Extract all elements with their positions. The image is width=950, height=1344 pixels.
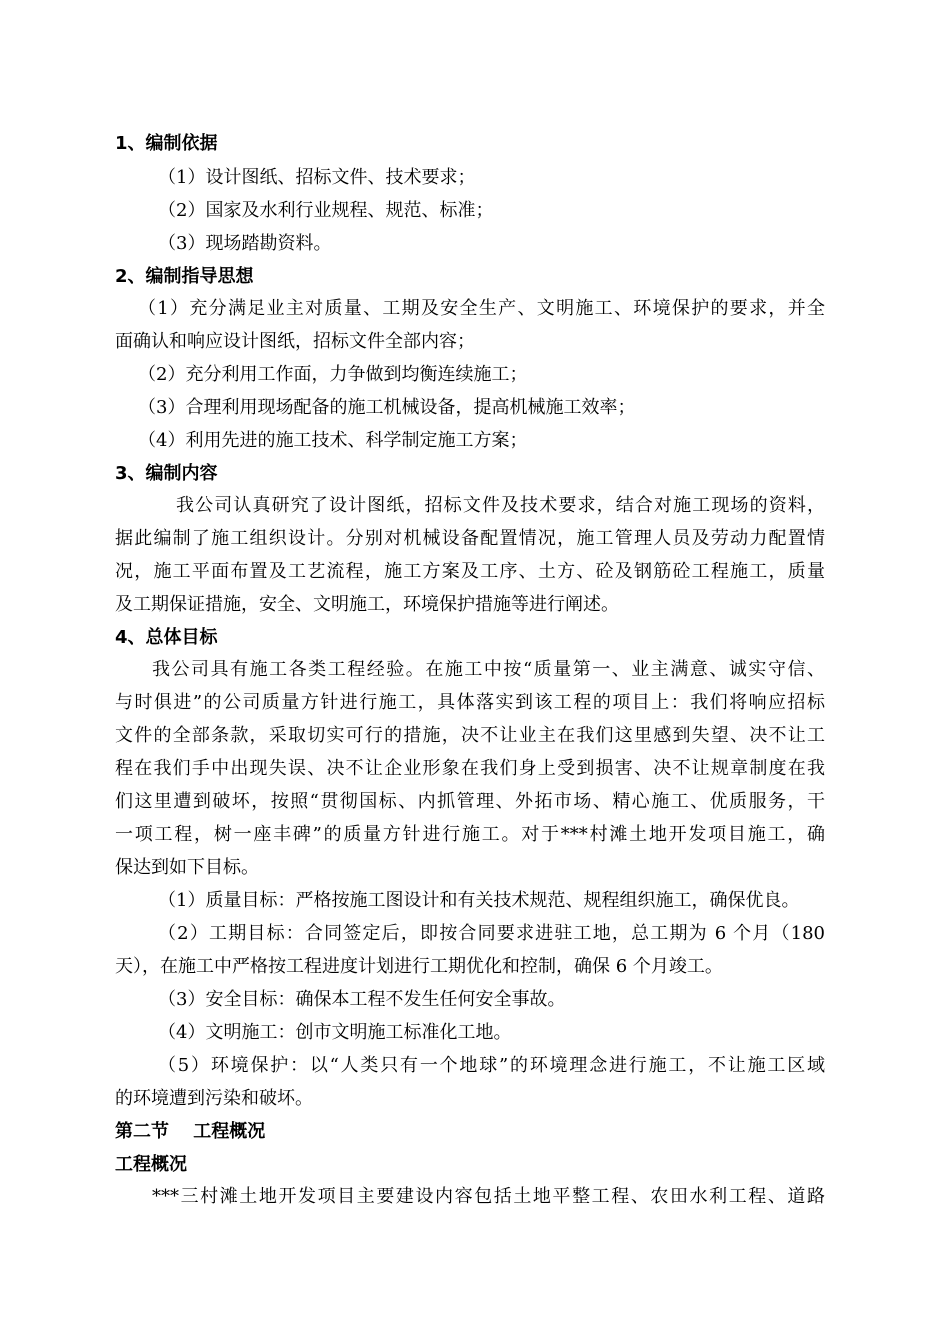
paragraph-line: 况，施工平面布置及工艺流程，施工方案及工序、土方、砼及钢筋砼工程施工，质量 (115, 561, 825, 582)
goal-schedule: （2）工期目标：合同签定后，即按合同要求进驻工地，总工期为 6 个月（180 (158, 923, 825, 944)
paragraph-line: （2）充分利用工作面，力争做到均衡连续施工； (138, 364, 528, 385)
goal-environment-cont: 的环境遭到污染和破坏。 (115, 1088, 313, 1109)
paragraph-line: 保达到如下目标。 (115, 857, 259, 878)
goal-schedule-cont: 天），在施工中严格按工程进度计划进行工期优化和控制，确保 6 个月竣工。 (115, 956, 723, 977)
goal-environment: （5）环境保护：以“人类只有一个地球”的环境理念进行施工，不让施工区域 (158, 1055, 825, 1076)
paragraph-line: （1）充分满足业主对质量、工期及安全生产、文明施工、环境保护的要求，并全 (138, 298, 825, 319)
paragraph-line: 我公司具有施工各类工程经验。在施工中按“质量第一、业主满意、诚实守信、 (152, 659, 825, 680)
goal-safety: （3）安全目标：确保本工程不发生任何安全事故。 (158, 989, 566, 1010)
paragraph-line: 一项工程，树一座丰碑”的质量方针进行施工。对于***村滩土地开发项目施工，确 (115, 824, 825, 845)
subsection-heading: 工程概况 (115, 1154, 187, 1175)
paragraph-line: 及工期保证措施，安全、文明施工，环境保护措施等进行阐述。 (115, 594, 619, 615)
goal-civilized: （4）文明施工：创市文明施工标准化工地。 (158, 1022, 512, 1043)
paragraph-line: （3）合理利用现场配备的施工机械设备，提高机械施工效率； (138, 397, 636, 418)
section-heading-content: 3、编制内容 (115, 463, 218, 484)
paragraph-line: 文件的全部条款，采取切实可行的措施，决不让业主在我们这里感到失望、决不让工 (115, 725, 825, 746)
section-title: 第二节 工程概况 (115, 1121, 266, 1142)
paragraph-line: 我公司认真研究了设计图纸，招标文件及技术要求，结合对施工现场的资料， (176, 495, 825, 516)
section-heading-goals: 4、总体目标 (115, 627, 218, 648)
paragraph-line: 据此编制了施工组织设计。分别对机械设备配置情况，施工管理人员及劳动力配置情 (115, 528, 825, 549)
paragraph-line: 们这里遭到破坏，按照“贯彻国标、内抓管理、外拓市场、精心施工、优质服务，干 (115, 791, 825, 812)
list-item: （2）国家及水利行业规程、规范、标准； (158, 200, 494, 221)
paragraph-line: 程在我们手中出现失误、决不让企业形象在我们身上受到损害、决不让规章制度在我 (115, 758, 825, 779)
paragraph-line: 面确认和响应设计图纸，招标文件全部内容； (115, 331, 475, 352)
section-heading-guideline: 2、编制指导思想 (115, 266, 254, 287)
paragraph-line: ***三村滩土地开发项目主要建设内容包括土地平整工程、农田水利工程、道路 (152, 1186, 825, 1207)
list-item: （1）设计图纸、招标文件、技术要求； (158, 167, 476, 188)
goal-quality: （1）质量目标：严格按施工图设计和有关技术规范、规程组织施工，确保优良。 (158, 890, 800, 911)
paragraph-line: （4）利用先进的施工技术、科学制定施工方案； (138, 430, 528, 451)
list-item: （3）现场踏勘资料。 (158, 233, 332, 254)
section-heading-basis: 1、编制依据 (115, 133, 218, 154)
paragraph-line: 与时俱进”的公司质量方针进行施工，具体落实到该工程的项目上：我们将响应招标 (115, 692, 825, 713)
